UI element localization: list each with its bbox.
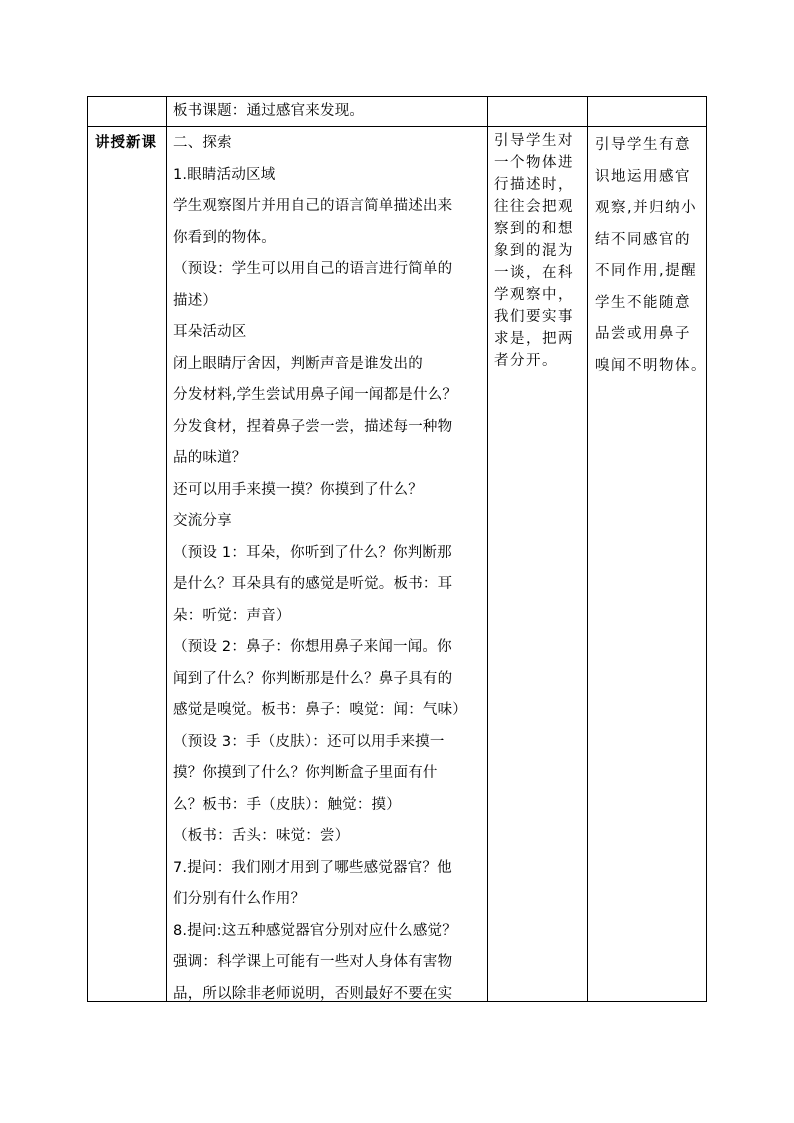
row2-label-cell [95,128,157,160]
teacher-line: 行描述时， [494,177,574,193]
teacher-line: 一个物体进 [494,155,574,171]
column-divider-1 [166,96,167,1002]
content-line: （预设 3：手（皮肤）：还可以用手来摸一 [173,733,445,750]
content-line: 还可以用手来摸一摸？你摸到了什么？ [173,481,423,498]
content-line: 闭上眼睛厅舍因，判断声音是谁发出的 [173,355,423,372]
teacher-line: 者分开。 [494,353,558,369]
teacher-line: 我们要实事 [494,309,574,325]
row1-content: 板书课题：通过感官来发现。 [173,103,365,119]
row2-teacher-cell [494,130,574,372]
content-line: （预设：学生可以用自己的语言进行简单的 [173,261,453,277]
teacher-line: 求是，把两 [494,331,574,347]
content-line: 闻到了什么？你判断那是什么？鼻子具有的 [173,670,453,687]
content-line: 品的味道？ [173,450,247,466]
teacher-line: 一谈，在科 [494,265,574,281]
content-line: 学生观察图片并用自己的语言简单描述出来 [173,198,453,214]
table-left-border [87,96,88,1002]
content-line: 摸？你摸到了什么？你判断盒子里面有什 [173,765,438,781]
content-line: （板书：舌头：味觉：尝） [173,828,350,844]
intent-line: 嗅闻不明物体。 [595,357,707,374]
intent-line: 不同作用,提醒 [595,263,698,279]
content-line: 们分别有什么作用？ [173,891,306,907]
teacher-line: 往往会把观 [494,199,574,215]
intent-line: 学生不能随意 [595,294,691,311]
content-line: 分发食材，捏着鼻子尝一尝，描述每一种物 [173,418,453,435]
content-line: 交流分享 [173,513,232,529]
intent-line: 观察,并归纳小 [595,200,698,216]
content-line: 么？板书：手（皮肤）：触觉：摸） [173,796,401,813]
column-divider-2 [487,96,488,1002]
content-line: 朵：听觉：声音） [173,607,291,624]
teacher-line: 察到的和想 [494,221,574,237]
content-line: 1.眼睛活动区域 [173,166,276,183]
content-line: 二、探索 [173,135,232,151]
intent-line: 结不同感官的 [595,231,691,248]
row2-intent-cell [595,130,707,382]
column-divider-3 [587,96,588,1002]
content-line: 感觉是嗅觉。板书：鼻子：嗅觉：闻：气味） [173,702,467,718]
content-line: 描述） [173,292,218,309]
intent-line: 引导学生有意 [595,137,691,153]
content-line: 耳朵活动区 [173,324,247,340]
row1-content-cell [173,96,364,128]
content-line: 你看到的物体。 [173,229,276,246]
intent-line: 识地运用感官 [595,168,691,185]
content-line: 8.提问:这五种感觉器官分别对应什么感觉？ [173,922,457,939]
row2-label: 讲授新课 [95,135,157,151]
row2-content-cell [173,128,467,1010]
content-line: 是什么？耳朵具有的感觉是听觉。板书：耳 [173,576,453,592]
teacher-line: 学观察中， [494,287,574,303]
teacher-line: 象到的混为 [494,243,574,259]
content-line: （预设 1：耳朵，你听到了什么？你判断那 [173,544,452,561]
content-line: （预设 2：鼻子：你想用鼻子来闻一闻。你 [173,639,452,655]
teacher-line: 引导学生对 [494,133,574,149]
content-line: 7.提问：我们刚才用到了哪些感觉器官？他 [173,859,452,876]
content-line: 强调：科学课上可能有一些对人身体有害物 [173,954,453,970]
content-line: 品，所以除非老师说明，否则最好不要在实 [173,985,453,1002]
content-line: 分发材料,学生尝试用鼻子闻一闻都是什么？ [173,387,458,403]
intent-line: 品尝或用鼻子 [595,326,691,342]
